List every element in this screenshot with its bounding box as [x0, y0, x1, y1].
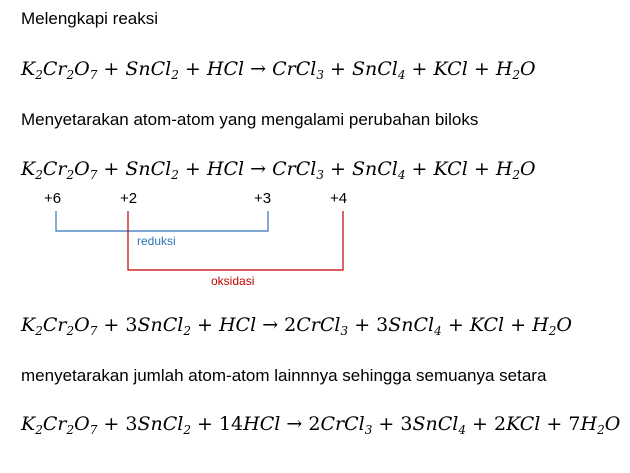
oxidation-state-cr-reactant: +6: [44, 190, 62, 207]
reduction-label: reduksi: [137, 234, 176, 248]
reduction-bracket: [56, 211, 268, 231]
equation-fully-balanced: $K_2Cr_2O_7$ + 3SnCl$_2$ + 14HCl → 2CrCl$_3$ + 3SnCl$_4$ + $2KCl + 7H_2O$: [21, 413, 621, 437]
oxidation-state-cr-product: +3: [254, 190, 272, 207]
equation-redox-balanced: $K_2Cr_2O_7$ + 3SnCl$_2$ + HCl → 2CrCl$_3$ + 3SnCl$_4$ + KCl + $H_2O$: [21, 314, 572, 338]
heading-balance-other-atoms: menyetarakan jumlah atom-atom lainnnya sehingga semuanya setara: [21, 366, 547, 385]
equation-redox: $K_2Cr_2O_7$ + SnCl$_2$ + HCl → CrCl$_3$ + SnCl$_4$ + KCl + $H_2O$: [21, 158, 536, 182]
heading-complete-reaction: Melengkapi reaksi: [21, 9, 159, 28]
oxidation-state-sn-product: +4: [330, 190, 348, 207]
oxidation-label: oksidasi: [211, 274, 255, 288]
oxidation-state-sn-reactant: +2: [120, 190, 138, 207]
heading-balance-redox-atoms: Menyetarakan atom-atom yang mengalami perubahan biloks: [21, 110, 479, 129]
equation-unbalanced: $K_2Cr_2O_7$ + SnCl$_2$ + HCl → CrCl$_3$ + SnCl$_4$ + KCl + $H_2O$: [21, 58, 536, 82]
